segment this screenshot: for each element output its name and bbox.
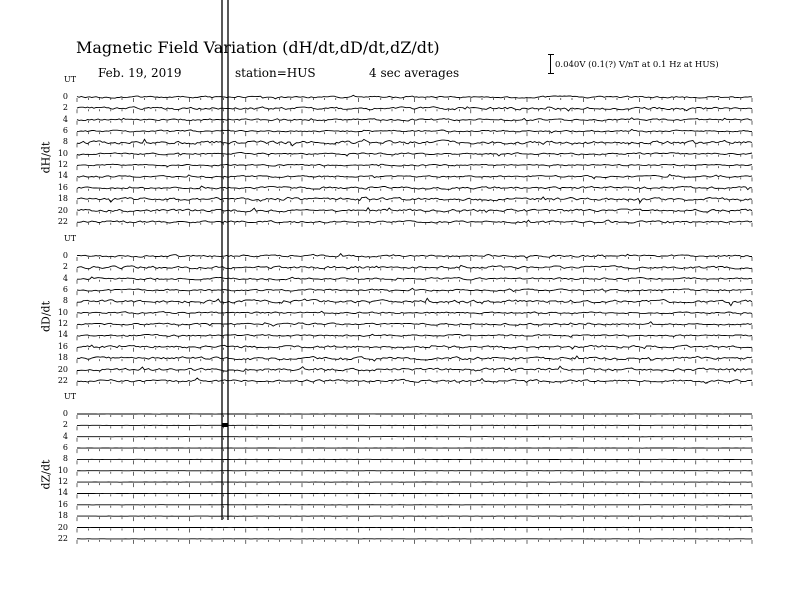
hour-label: 14 [57,330,68,340]
hour-label: 2 [62,420,68,430]
trace-dH-dt-4 [77,118,752,121]
date-label: Feb. 19, 2019 [98,66,182,80]
trace-dD-dt-10 [77,311,752,314]
hour-label: 14 [57,488,68,498]
hour-label: 16 [57,499,68,509]
hour-label: 2 [62,262,68,272]
spike-marker [222,423,228,427]
hour-label: 8 [62,137,68,147]
hour-label: 22 [57,375,68,385]
panel-label-dZ-dt: dZ/dt [39,460,53,490]
hour-label: 12 [57,160,68,170]
hour-label: 8 [62,296,68,306]
ut-label: UT [64,234,77,243]
hour-label: 8 [62,454,68,464]
panel-label-dH-dt: dH/dt [39,142,53,174]
scale-bar-icon [548,54,554,74]
station-label: station=HUS [235,66,316,80]
hour-label: 18 [57,353,68,363]
hour-label: 12 [57,319,68,329]
chart-title: Magnetic Field Variation (dH/dt,dD/dt,dZ/dt) [76,38,440,57]
hour-label: 0 [62,92,68,101]
hour-label: 12 [57,477,68,487]
hour-label: 16 [57,341,68,351]
hour-label: 4 [62,431,68,441]
ut-label: UT [64,75,77,84]
panel-label-dD-dt: dD/dt [39,301,53,333]
hour-label: 22 [57,216,68,226]
hour-label: 10 [57,148,68,158]
hour-label: 0 [62,409,68,418]
hour-label: 20 [57,205,68,215]
hour-label: 2 [62,103,68,113]
hour-label: 20 [57,522,68,532]
trace-dD-dt-4 [77,277,752,280]
trace-dD-dt-2 [77,265,752,269]
hour-label: 6 [62,443,68,453]
hour-label: 0 [62,251,68,260]
hour-label: 10 [57,307,68,317]
ut-label: UT [64,392,77,401]
hour-label: 20 [57,364,68,374]
scale-label: 0.040V (0.1(?) V/nT at 0.1 Hz at HUS) [555,60,719,70]
hour-label: 16 [57,182,68,192]
hour-label: 18 [57,194,68,204]
hour-label: 18 [57,511,68,521]
hour-label: 10 [57,465,68,475]
hour-label: 4 [62,114,68,124]
hour-label: 22 [57,533,68,543]
hour-label: 4 [62,273,68,283]
averaging-label: 4 sec averages [369,66,460,80]
hour-label: 6 [62,126,68,136]
hour-label: 6 [62,285,68,295]
trace-dH-dt-22 [77,220,752,223]
hour-label: 14 [57,171,68,181]
